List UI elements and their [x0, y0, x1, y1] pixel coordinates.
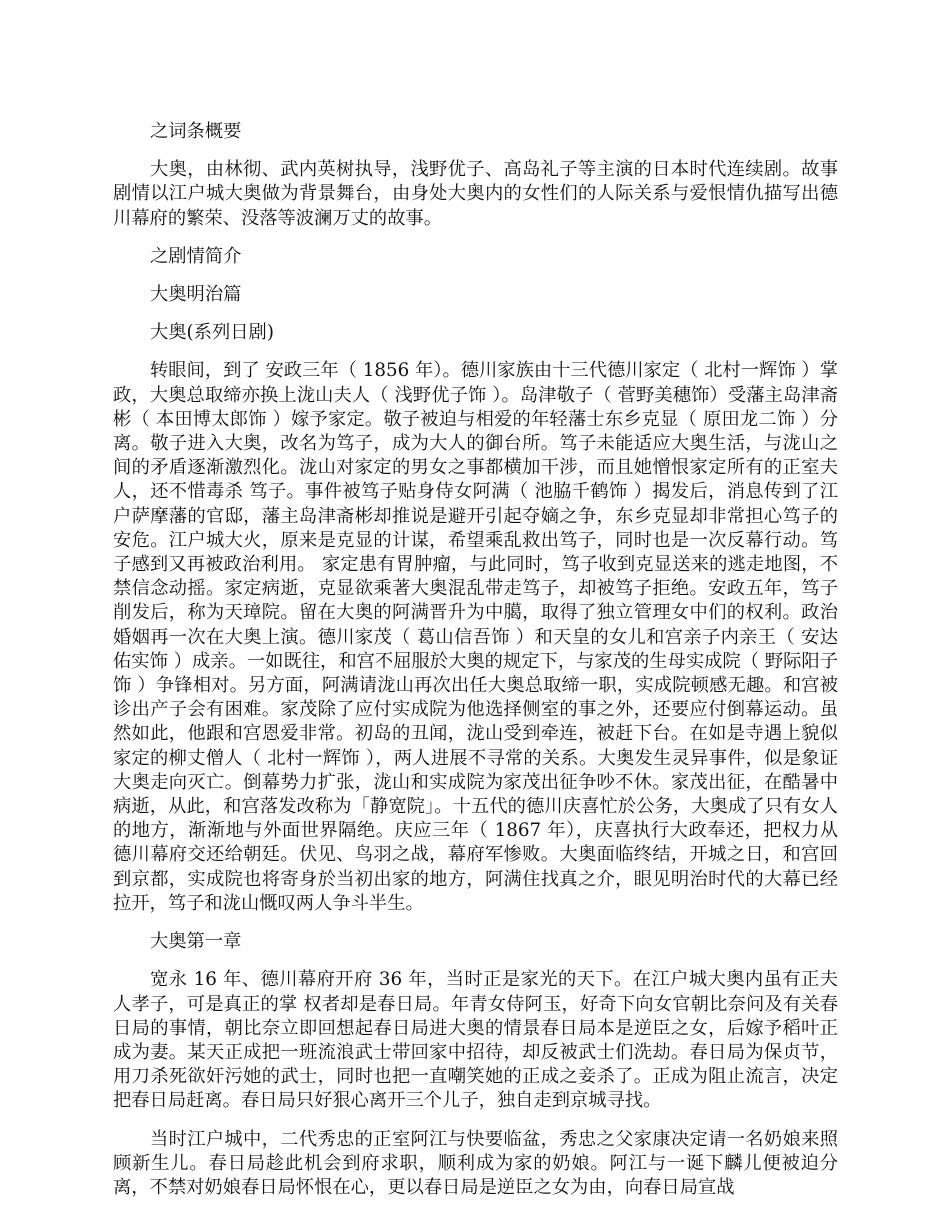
- paragraph-overview: 大奥，由林彻、武内英树执导，浅野优子、高岛礼子等主演的日本时代连续剧。故事剧情以江户城大奥做为背景舞台，由身处大奥内的女性们的人际关系与爱恨情仇描写出德川幕府的繁荣、没落等波澜万丈的故事。: [113, 159, 838, 229]
- section-heading-series: 大奥(系列日剧): [150, 322, 274, 344]
- paragraph-meiji-plot: 转眼间，到了 安政三年（ 1856 年）。德川家族由十三代德川家定（ 北村一辉饰 ）掌政，大奥总取缔亦换上泷山夫人（ 浅野优子饰 ）。岛津敬子（ 菅野美穗饰）受藩主岛津斋彬（ 本田博太郎饰 ）嫁予家定。敬子被迫与相爱的年轻藩士东乡克显（ 原田龙二饰 ）分离。敬子进入大奥，改名为笃子，成为大人的御台所。笃子未能适应大奥生活，与泷山之间的矛盾逐渐激烈化。泷山对家定的男女之事都横加干涉，而且她憎恨家定所有的正室夫人，还不惜毒杀 笃子。事件被笃子贴身侍女阿满（ 池脇千鹤饰 ）揭发后，消息传到了江户萨摩藩的官邸，藩主岛津斋彬却推说是避开引起夺嫡之争，东乡克显却非常担心笃子的安危。江户城大火，原来是克显的计谋，希望乘乱救出笃子，同时也是一次反幕行动。笃子感到又再被政治利用。 家定患有胃肿瘤，与此同时，笃子收到克显送来的逃走地图，不禁信念动摇。家定病逝，克显欲乘著大奥混乱带走笃子，却被笃子拒绝。安政五年，笃子削发后，称为天璋院。留在大奥的阿满晋升为中臈，取得了独立管理女中们的权利。政治婚姻再一次在大奥上演。德川家茂（ 葛山信吾饰 ）和天皇的女儿和宫亲子内亲王（ 安达佑实饰 ）成亲。一如既往，和宫不屈服於大奥的规定下，与家茂的生母实成院（ 野际阳子饰 ）争锋相对。另方面，阿满请泷山再次出任大奥总取缔一职，实成院顿感无趣。和宫被诊出产子会有困难。家茂除了应付实成院为他选择侧室的事之外，还要应付倒幕运动。虽然如此，他跟和宫恩爱非常。初岛的丑闻，泷山受到牵连，被赶下台。在如是寺遇上貌似家定的柳丈僧人（ 北村一辉饰 ），两人进展不寻常的关系。大奥发生灵异事件，似是象证大奥走向灭亡。倒幕势力扩张，泷山和实成院为家茂出征争吵不休。家茂出征，在酷暑中病逝，从此，和宫落发改称为「静宽院」。十五代的德川庆喜忙於公务，大奥成了只有女人的地方，渐渐地与外面世界隔绝。庆应三年（ 1867 年），庆喜执行大政奉还，把权力从德川幕府交还给朝廷。伏见、鸟羽之战，幕府军惨败。大奥面临终结，开城之日，和宫回到京都，实成院也将寄身於当初出家的地方，阿满住找真之介，眼见明治时代的大幕已经拉开，笃子和泷山慨叹两人争斗半生。: [113, 360, 838, 914]
- section-heading-meiji: 大奥明治篇: [150, 284, 242, 306]
- section-heading-overview: 之词条概要: [150, 121, 242, 142]
- document-page: [113, 120, 838, 1214]
- paragraph-chapter-one-plot: 宽永 16 年、德川幕府开府 36 年，当时正是家光的天下。在江户城大奥内虽有正夫人孝子，可是真正的掌 权者却是春日局。年青女侍阿玉，好奇下向女官朝比奈问及有关春日局的事情，朝比奈立即回想起春日局进大奥的情景春日局本是逆臣之女，后嫁予稻叶正成为妻。某天正成把一班流浪武士带回家中招待，却反被武士们洗劫。春日局为保贞节，用刀杀死欲奸污她的武士，同时也把一直嘲笑她的正成之妾杀了。正成为阻止流言，决定把春日局赶离。春日局只好狠心离开三个儿子，独自走到京城寻找。: [113, 969, 838, 1112]
- paragraph-chapter-one-continued: 当时江户城中，二代秀忠的正室阿江与快要临盆，秀忠之父家康决定请一名奶娘来照顾新生儿。春日局趁此机会到府求职，顺利成为家的奶娘。阿江与一诞下麟儿便被迫分离，不禁对奶娘春日局怀恨在心，更以春日局是逆臣之女为由，向春日局宣战: [113, 1128, 838, 1198]
- section-heading-chapter-one: 大奥第一章: [150, 931, 242, 953]
- section-heading-synopsis: 之剧情简介: [150, 245, 242, 267]
